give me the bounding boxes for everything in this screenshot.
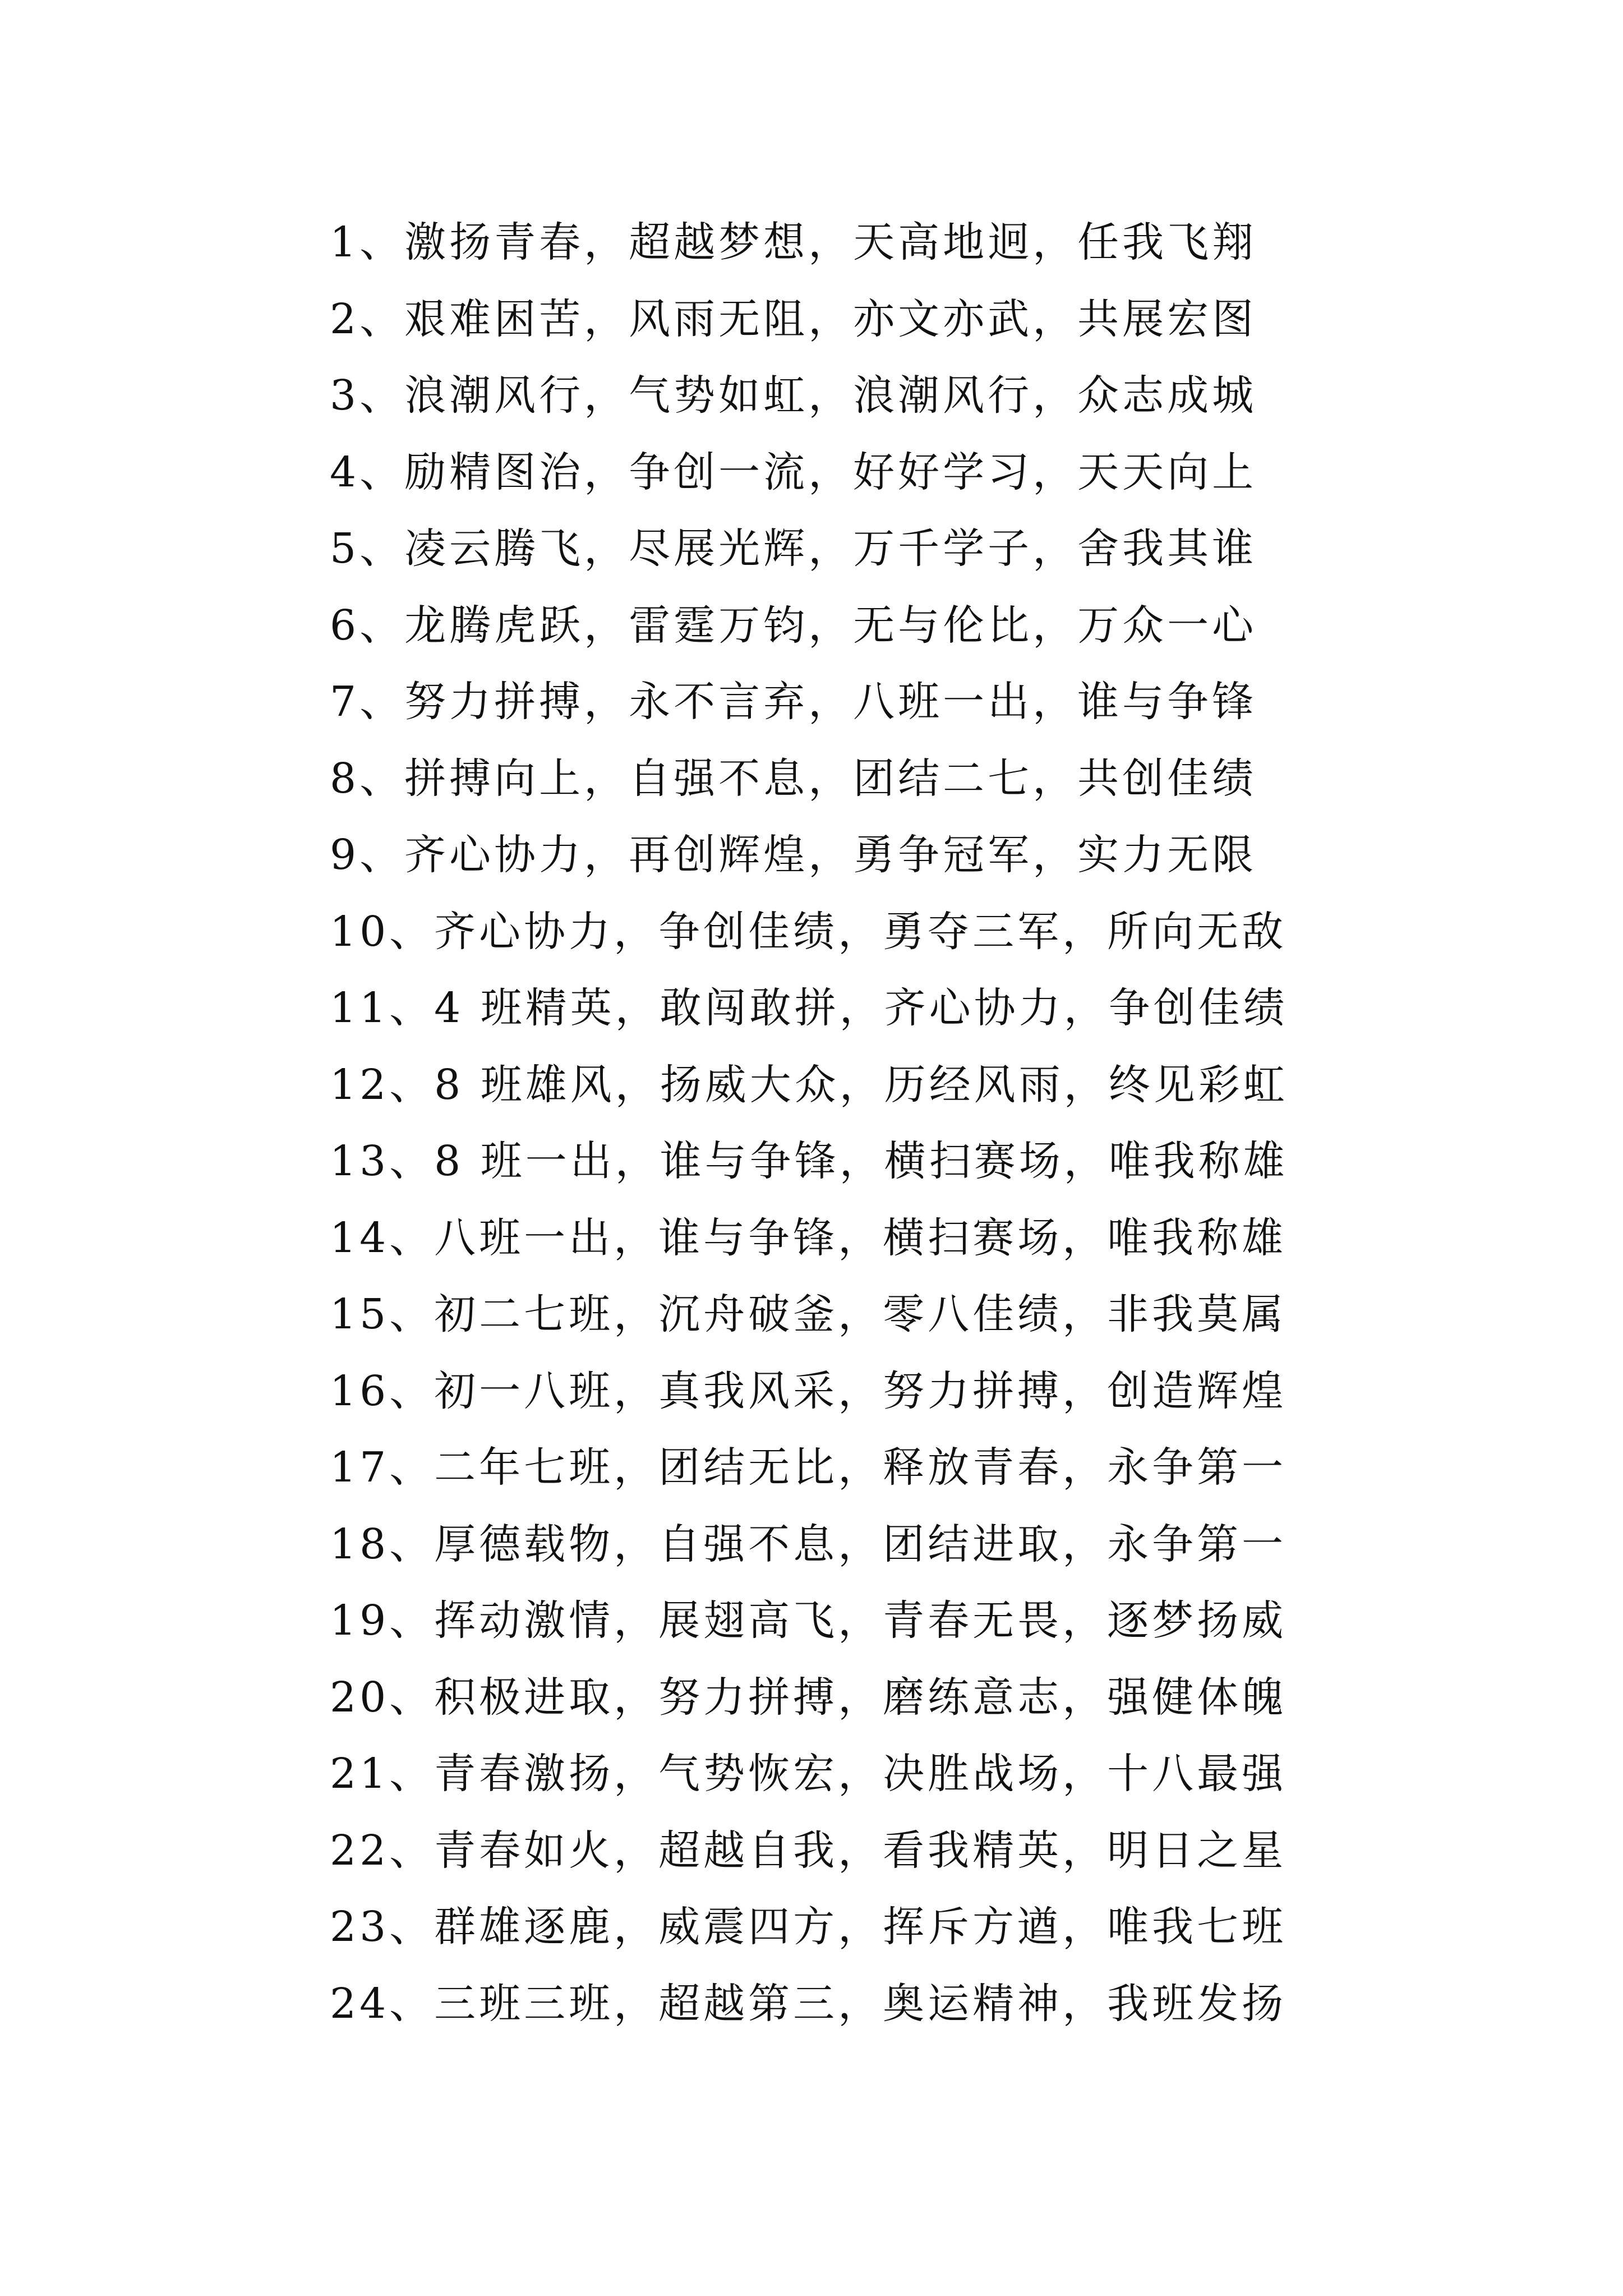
slogan-line: 2、艰难困苦，风雨无阻，亦文亦武，共展宏图 bbox=[330, 295, 1257, 343]
slogan-line: 15、初二七班，沉舟破釜，零八佳绩，非我莫属 bbox=[330, 1290, 1287, 1338]
slogan-line: 10、齐心协力，争创佳绩，勇夺三军，所向无敌 bbox=[330, 907, 1287, 956]
slogan-line: 21、青春激扬，气势恢宏，决胜战场，十八最强 bbox=[330, 1750, 1287, 1798]
slogan-line: 18、厚德载物，自强不息，团结进取，永争第一 bbox=[330, 1520, 1287, 1568]
slogan-line: 24、三班三班，超越第三，奥运精神，我班发扬 bbox=[330, 1979, 1287, 2028]
slogan-line: 13、8 班一出，谁与争锋，横扫赛场，唯我称雄 bbox=[330, 1137, 1288, 1185]
slogan-line: 5、凌云腾飞，尽展光辉，万千学子，舍我其谁 bbox=[330, 524, 1257, 573]
slogan-line: 1、激扬青春，超越梦想，天高地迥，任我飞翔 bbox=[330, 218, 1257, 266]
slogan-line: 11、4 班精英，敢闯敢拼，齐心协力，争创佳绩 bbox=[330, 984, 1288, 1032]
slogan-line: 12、8 班雄风，扬威大众，历经风雨，终见彩虹 bbox=[330, 1060, 1288, 1109]
slogan-line: 14、八班一出，谁与争锋，横扫赛场，唯我称雄 bbox=[330, 1213, 1287, 1262]
slogan-line: 9、齐心协力，再创辉煌，勇争冠军，实力无限 bbox=[330, 831, 1257, 879]
slogan-line: 16、初一八班，真我风采，努力拼搏，创造辉煌 bbox=[330, 1366, 1287, 1415]
slogan-line: 23、群雄逐鹿，威震四方，挥斥方遒，唯我七班 bbox=[330, 1903, 1287, 1951]
slogan-line: 19、挥动激情，展翅高飞，青春无畏，逐梦扬威 bbox=[330, 1596, 1287, 1645]
slogan-line: 17、二年七班，团结无比，释放青春，永争第一 bbox=[330, 1443, 1287, 1492]
slogan-line: 22、青春如火，超越自我，看我精英，明日之星 bbox=[330, 1826, 1287, 1875]
slogan-line: 6、龙腾虎跃，雷霆万钧，无与伦比，万众一心 bbox=[330, 601, 1257, 650]
slogan-line: 7、努力拼搏，永不言弃，八班一出，谁与争锋 bbox=[330, 678, 1257, 726]
slogan-line: 20、积极进取，努力拼搏，磨练意志，强健体魄 bbox=[330, 1673, 1287, 1722]
slogan-line: 8、拼搏向上，自强不息，团结二七，共创佳绩 bbox=[330, 754, 1257, 803]
slogan-list bbox=[330, 204, 1564, 2042]
slogan-line: 3、浪潮风行，气势如虹，浪潮风行，众志成城 bbox=[330, 371, 1257, 420]
slogan-line: 4、励精图治，争创一流，好好学习，天天向上 bbox=[330, 448, 1257, 496]
